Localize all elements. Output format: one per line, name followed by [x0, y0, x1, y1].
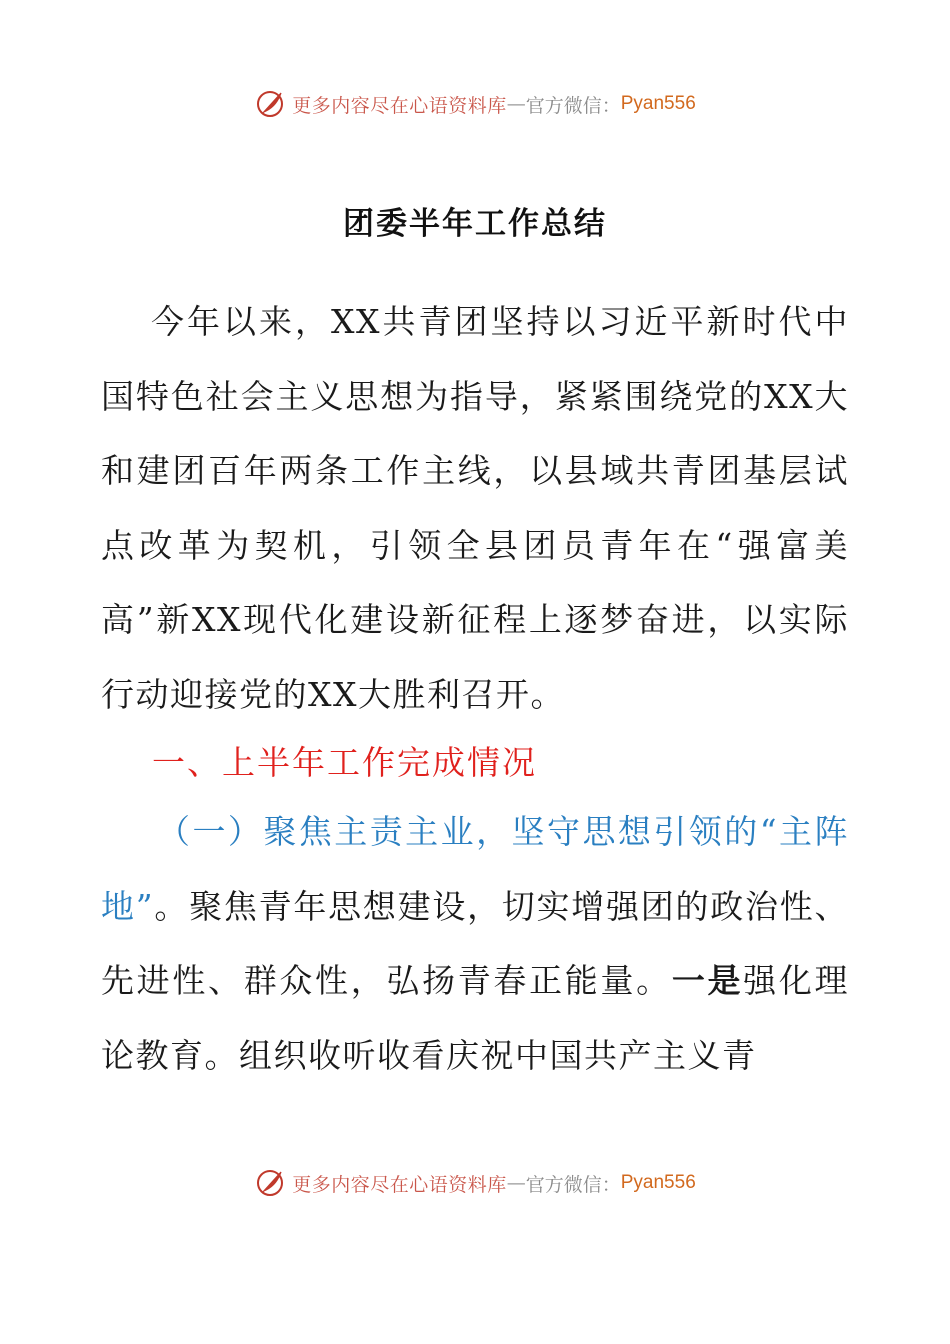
watermark-wechat-label: 官方微信：: [525, 1173, 621, 1196]
section-heading-1: 一、上半年工作完成情况: [152, 743, 537, 782]
watermark-wechat-id: Pyan556: [620, 1172, 696, 1193]
subsection-text-a: 。聚焦青年思想建设，切实增强团的政治性、先进性、群众性，弘扬青春正能量。: [101, 886, 850, 1000]
footer-watermark: [0, 1163, 950, 1203]
quill-logo-icon: [254, 1166, 288, 1200]
watermark-separator: —: [506, 1172, 526, 1194]
subsection-paragraph-1: [101, 795, 849, 1093]
watermark-wechat-id: Pyan556: [620, 93, 696, 114]
watermark-site-text: 更多内容尽在心语资料库: [292, 94, 507, 117]
document-title: 团委半年工作总结: [343, 206, 607, 242]
ordinal-bold-label: 一是: [671, 961, 744, 1000]
quill-logo-icon: [254, 87, 288, 121]
header-watermark: [0, 84, 950, 124]
subsection-heading-1: （一）聚焦主责主业，坚守思想引领的“主阵地”: [101, 812, 849, 926]
subsection-text-b: 强化理论教育。组织收听收看庆祝中国共产主义青: [101, 961, 850, 1075]
watermark-wechat-label: 官方微信：: [525, 94, 621, 117]
watermark-separator: —: [506, 93, 526, 115]
intro-paragraph: 今年以来，XX共青团坚持以习近平新时代中国特色社会主义思想为指导，紧紧围绕党的XX大和建团百年两条工作主线，以县域共青团基层试点改革为契机，引领全县团员青年在“强富美高”新XX现代化建设新征程上逐梦奋进，以实际行动迎接党的XX大胜利召开。: [101, 302, 849, 714]
watermark-site-text: 更多内容尽在心语资料库: [292, 1173, 507, 1196]
